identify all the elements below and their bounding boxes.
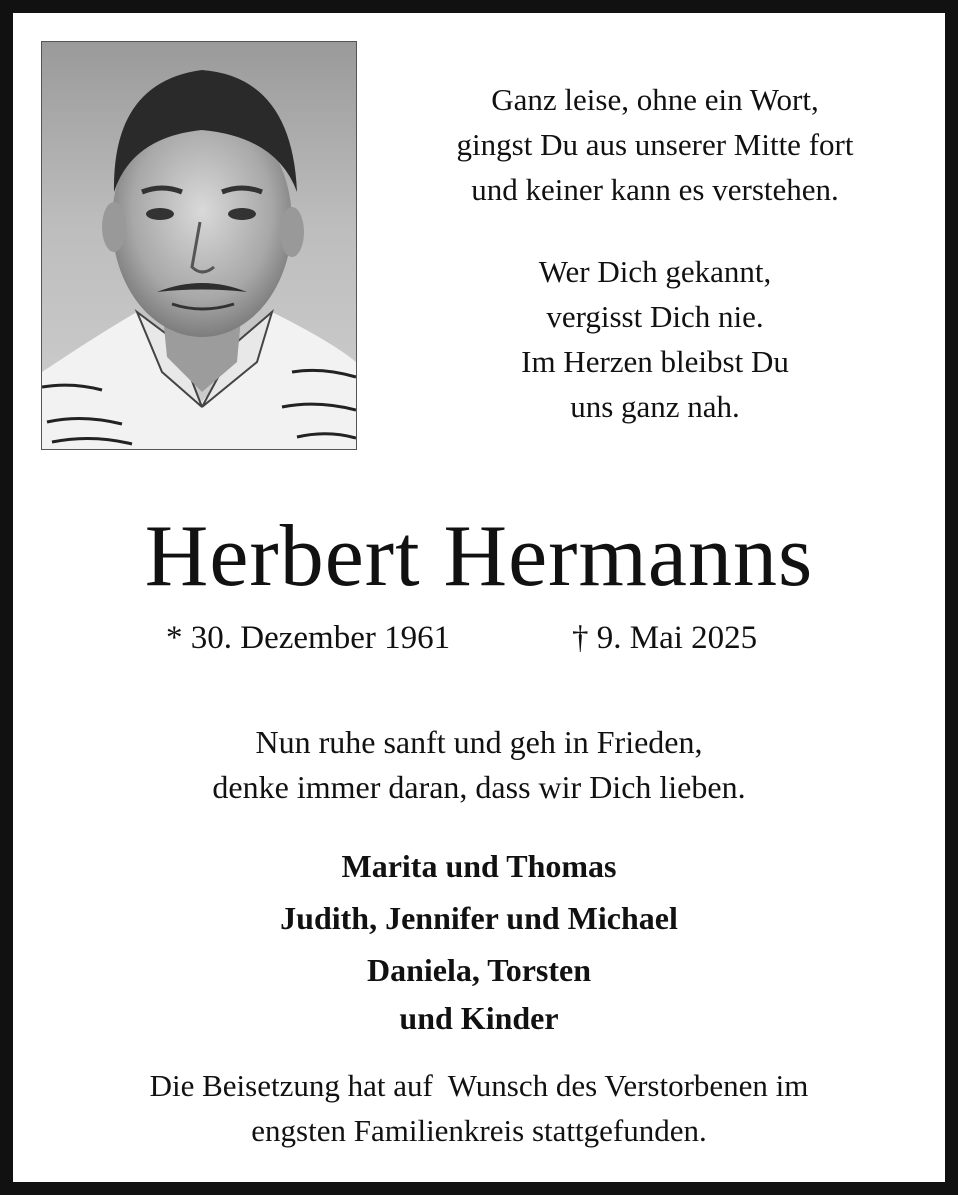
burial-notice bbox=[0, 1063, 958, 1153]
poem-line: gingst Du aus unserer Mitte fort bbox=[456, 127, 854, 162]
poem-line: vergisst Dich nie. bbox=[546, 299, 764, 334]
mourner-line: Judith, Jennifer und Michael bbox=[280, 900, 678, 936]
poem-stanza-1 bbox=[380, 77, 930, 212]
closing-line: denke immer daran, dass wir Dich lieben. bbox=[212, 769, 746, 805]
death-date: † 9. Mai 2025 bbox=[572, 620, 758, 656]
notice-line: engsten Familienkreis stattgefunden. bbox=[251, 1113, 707, 1148]
poem-line: Wer Dich gekannt, bbox=[538, 254, 772, 289]
mourners-list bbox=[0, 840, 958, 1040]
deceased-name: Herbert Hermanns bbox=[144, 508, 814, 605]
poem-stanza-2 bbox=[380, 249, 930, 429]
notice-line: Die Beisetzung hat auf Wunsch des Verstorbenen im bbox=[149, 1068, 809, 1103]
closing-line: Nun ruhe sanft und geh in Frieden, bbox=[255, 724, 703, 760]
portrait-image bbox=[42, 42, 356, 449]
mourner-line: Marita und Thomas bbox=[341, 848, 617, 884]
poem-line: Im Herzen bleibst Du bbox=[521, 344, 789, 379]
closing-verse bbox=[0, 720, 958, 810]
mourner-line: Daniela, Torsten bbox=[366, 952, 592, 988]
birth-date: * 30. Dezember 1961 bbox=[166, 620, 451, 656]
life-dates bbox=[0, 616, 958, 660]
portrait-photo bbox=[41, 41, 357, 450]
poem-line: und keiner kann es verstehen. bbox=[471, 172, 839, 207]
mourner-line: und Kinder bbox=[399, 1000, 559, 1036]
poem-line: Ganz leise, ohne ein Wort, bbox=[491, 82, 819, 117]
poem-line: uns ganz nah. bbox=[570, 389, 740, 424]
